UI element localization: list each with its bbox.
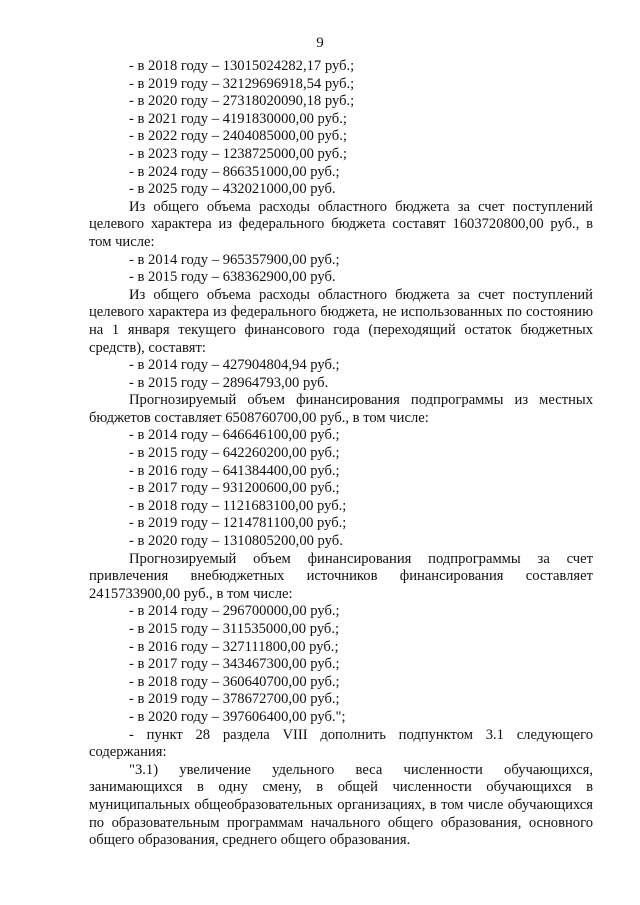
list-item: - в 2019 году – 1214781100,00 руб.; [129, 515, 347, 532]
list-item: - в 2015 году – 642260200,00 руб.; [129, 445, 340, 462]
list-item: - в 2016 году – 327111800,00 руб.; [129, 638, 339, 655]
list-item: - в 2015 году – 638362900,00 руб. [129, 269, 336, 286]
list-item: - в 2014 году – 646646100,00 руб.; [129, 427, 340, 444]
amendment-paragraph: - пункт 28 раздела VIII дополнить подпунктом 3.1 следующего содержания: [89, 726, 593, 761]
paragraph: Прогнозируемый объем финансирования подпрограммы за счет привлечения внебюджетных источников финансирования составляет 2415733900,00 руб., в том числе: [89, 550, 593, 602]
list-item: - в 2015 году – 311535000,00 руб.; [129, 621, 340, 637]
quoted-subclause: "3.1) увеличение удельного веса численности обучающихся, занимающихся в одну смену, в общей численности обучающихся в муниципальных общеобразовательных организациях, в том числе обучающихся по образовательным программам начального общего образования, основного общего образования, среднего общего образования. [89, 761, 593, 849]
list-item: - в 2018 году – 13015024282,17 руб.; [129, 58, 355, 74]
list-item: - в 2021 году – 4191830000,00 руб.; [129, 110, 347, 127]
list-item: - в 2022 году – 2404085000,00 руб.; [129, 128, 347, 145]
list-item: - в 2025 году – 432021000,00 руб. [129, 181, 336, 198]
list-item: - в 2018 году – 1121683100,00 руб.; [129, 497, 347, 514]
list-item: - в 2014 году – 427904804,94 руб.; [129, 357, 340, 374]
list-item: - в 2019 году – 378672700,00 руб.; [129, 691, 340, 708]
list-item: - в 2015 году – 28964793,00 руб. [129, 374, 329, 391]
paragraph: Прогнозируемый объем финансирования подпрограммы из местных бюджетов составляет 6508760700,00 руб., в том числе: [89, 392, 593, 426]
list-item: - в 2017 году – 931200600,00 руб.; [129, 480, 340, 497]
list-item: - в 2024 году – 866351000,00 руб.; [129, 163, 340, 180]
list-item: - в 2017 году – 343467300,00 руб.; [129, 656, 340, 673]
list-item: - в 2023 году – 1238725000,00 руб.; [129, 145, 347, 162]
list-item: - в 2014 году – 965357900,00 руб.; [129, 251, 340, 268]
list-item: - в 2018 году – 360640700,00 руб.; [129, 673, 340, 690]
list-item: - в 2020 году – 27318020090,18 руб.; [129, 93, 355, 110]
page-number: 9 [316, 35, 324, 51]
paragraph: Из общего объема расходы областного бюджета за счет поступлений целевого характера из федерального бюджета, не использованных по состоянию на 1 января текущего финансового года (переходящий остаток бюджетных средств), составят: [89, 286, 593, 356]
list-item: - в 2020 году – 1310805200,00 руб. [129, 533, 343, 550]
list-item: - в 2014 году – 296700000,00 руб.; [129, 603, 340, 620]
list-item: - в 2019 году – 32129696918,54 руб.; [129, 75, 355, 92]
document-body [89, 58, 593, 850]
paragraph: Из общего объема расходы областного бюджета за счет поступлений целевого характера из федерального бюджета составят 1603720800,00 руб., в том числе: [89, 198, 593, 250]
list-item: - в 2020 году – 397606400,00 руб."; [129, 708, 346, 725]
list-item: - в 2016 году – 641384400,00 руб.; [129, 462, 340, 479]
